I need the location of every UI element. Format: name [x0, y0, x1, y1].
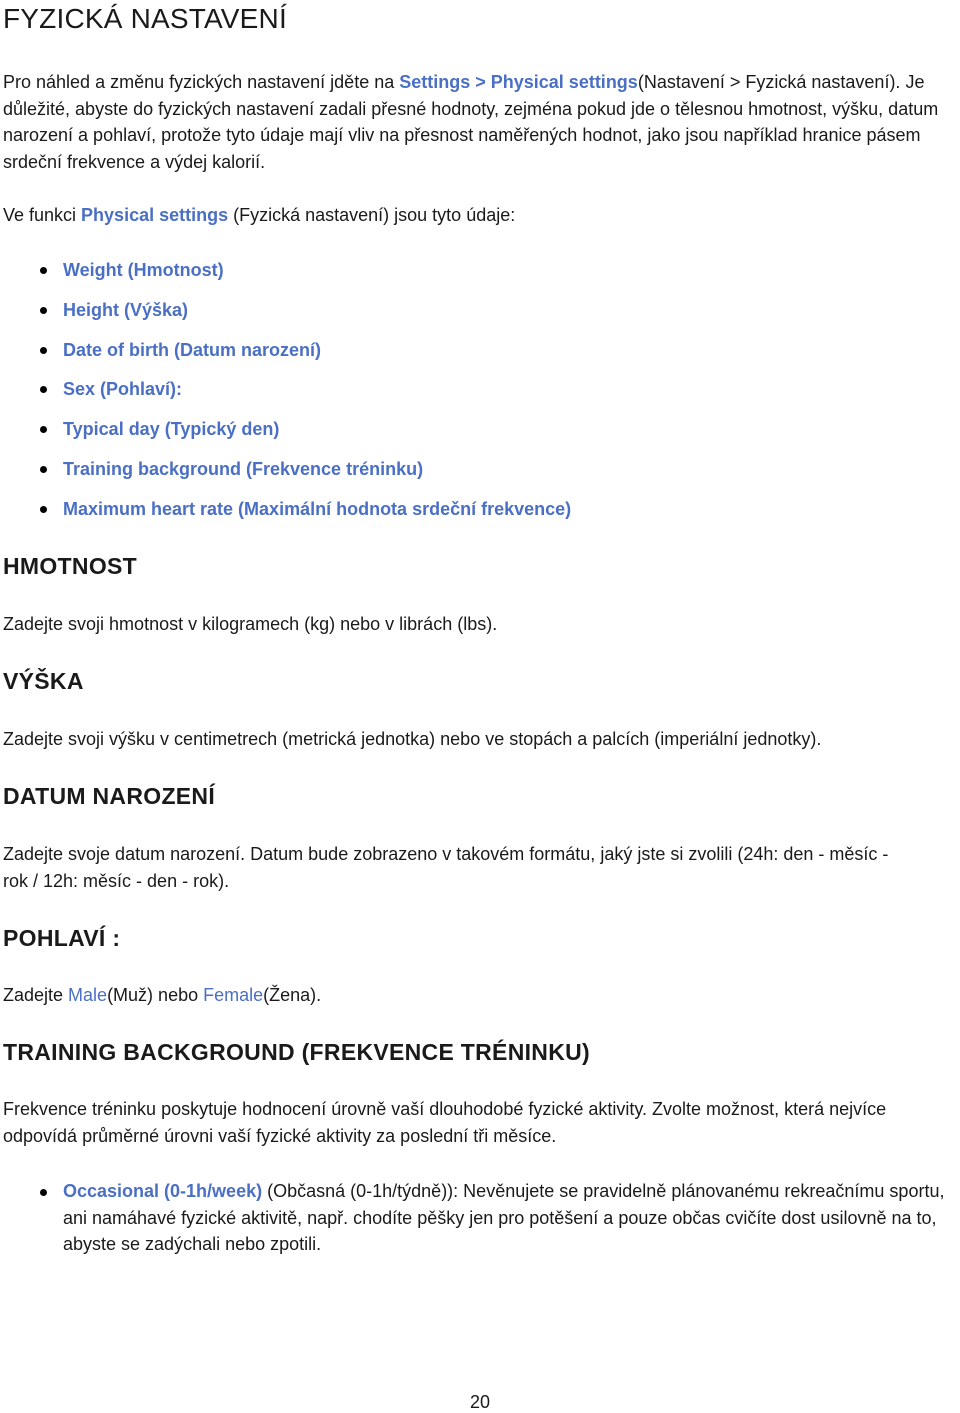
- occasional-description: (Občasná (0-1h/týdně)): Nevěnujete se pravidelně plánovanému rekreačnímu sportu, ani namáhavé fyzické aktivitě, např. chodíte pěšky jen pro potěšení a pouze občas cvičíte dost usilovně na to, abyste se zadýchali nebo zpotili.: [63, 1181, 945, 1254]
- birth-heading: DATUM NAROZENÍ: [3, 783, 216, 809]
- sex-text-end: (Žena).: [263, 985, 322, 1005]
- bullet-icon: [40, 506, 47, 513]
- bullet-icon: [40, 347, 47, 354]
- intro-paragraph: [3, 69, 957, 175]
- occasional-option[interactable]: Occasional (0-1h/week): [63, 1181, 263, 1201]
- bullet-icon: [40, 386, 47, 393]
- list-item: [3, 257, 957, 297]
- list-item: [3, 456, 957, 496]
- height-link[interactable]: Height (Výška): [63, 299, 189, 320]
- training-text: Frekvence tréninku poskytuje hodnocení úrovně vaší dlouhodobé fyzické aktivity. Zvolte možnost, která nejvíce odpovídá průměrné úrovni vaší fyzické aktivity za poslední tři měsíce.: [3, 1099, 887, 1146]
- weight-heading: HMOTNOST: [3, 553, 137, 579]
- female-option[interactable]: Female: [203, 985, 264, 1005]
- sex-heading: POHLAVÍ :: [3, 925, 121, 951]
- sex-text-middle: (Muž) nebo: [107, 985, 204, 1005]
- bullet-icon: [40, 307, 47, 314]
- settings-list: [3, 257, 957, 536]
- sex-text-start: Zadejte: [3, 985, 69, 1005]
- physical-settings-link[interactable]: Physical settings: [81, 205, 229, 225]
- list-item: [3, 416, 957, 456]
- height-heading: VÝŠKA: [3, 668, 84, 694]
- page-title: FYZICKÁ NASTAVENÍ: [3, 3, 287, 34]
- weight-link[interactable]: Weight (Hmotnost): [63, 260, 224, 280]
- list-item: [3, 1178, 957, 1258]
- height-text: Zadejte svoji výšku v centimetrech (metrická jednotka) nebo ve stopách a palcích (imperiální jednotky).: [3, 729, 822, 749]
- sex-link[interactable]: Sex (Pohlaví):: [63, 379, 183, 400]
- list-item: [3, 337, 957, 377]
- bullet-icon: [40, 267, 47, 274]
- bullet-icon: [40, 1189, 47, 1196]
- male-option[interactable]: Male: [68, 985, 108, 1005]
- birth-text: Zadejte svoje datum narození. Datum bude zobrazeno v takovém formátu, jaký jste si zvolili (24h: den - měsíc - rok / 12h: měsíc - den - rok).: [3, 844, 889, 891]
- training-options-list: [3, 1178, 957, 1258]
- list-item: [3, 297, 957, 337]
- intro-text-start: Pro náhled a změnu fyzických nastavení jděte na: [3, 72, 400, 92]
- training-background-link[interactable]: Training background (Frekvence tréninku): [63, 458, 424, 479]
- sex-paragraph: [3, 982, 957, 1009]
- list-item: [3, 496, 957, 536]
- list-item: [3, 376, 957, 416]
- maximum-heart-rate-link[interactable]: Maximum heart rate (Maximální hodnota srdeční frekvence): [63, 498, 572, 519]
- training-heading: TRAINING BACKGROUND (FREKVENCE TRÉNINKU): [3, 1039, 590, 1065]
- date-of-birth-link[interactable]: Date of birth (Datum narození): [63, 339, 322, 360]
- page-number: 20: [469, 1392, 491, 1412]
- bullet-icon: [40, 426, 47, 433]
- list-intro-text-end: (Fyzická nastavení) jsou tyto údaje:: [228, 205, 516, 225]
- list-intro-text-start: Ve funkci: [3, 205, 82, 225]
- list-intro-paragraph: [3, 202, 957, 229]
- intro-text-rest: (Nastavení > Fyzická nastavení). Je důležité, abyste do fyzických nastavení zadali přesné hodnoty, zejména pokud jde o tělesnou hmotnost, výšku, datum narození a pohlaví, protože tyto údaje mají vliv na přesnost naměřených hodnot, jako jsou například hranice pásem srdeční frekvence a výdej kalorií.: [3, 72, 939, 172]
- typical-day-link[interactable]: Typical day (Typický den): [63, 419, 280, 440]
- bullet-icon: [40, 466, 47, 473]
- weight-text: Zadejte svoji hmotnost v kilogramech (kg) nebo v librách (lbs).: [3, 614, 498, 634]
- settings-link[interactable]: Settings > Physical settings: [399, 72, 638, 92]
